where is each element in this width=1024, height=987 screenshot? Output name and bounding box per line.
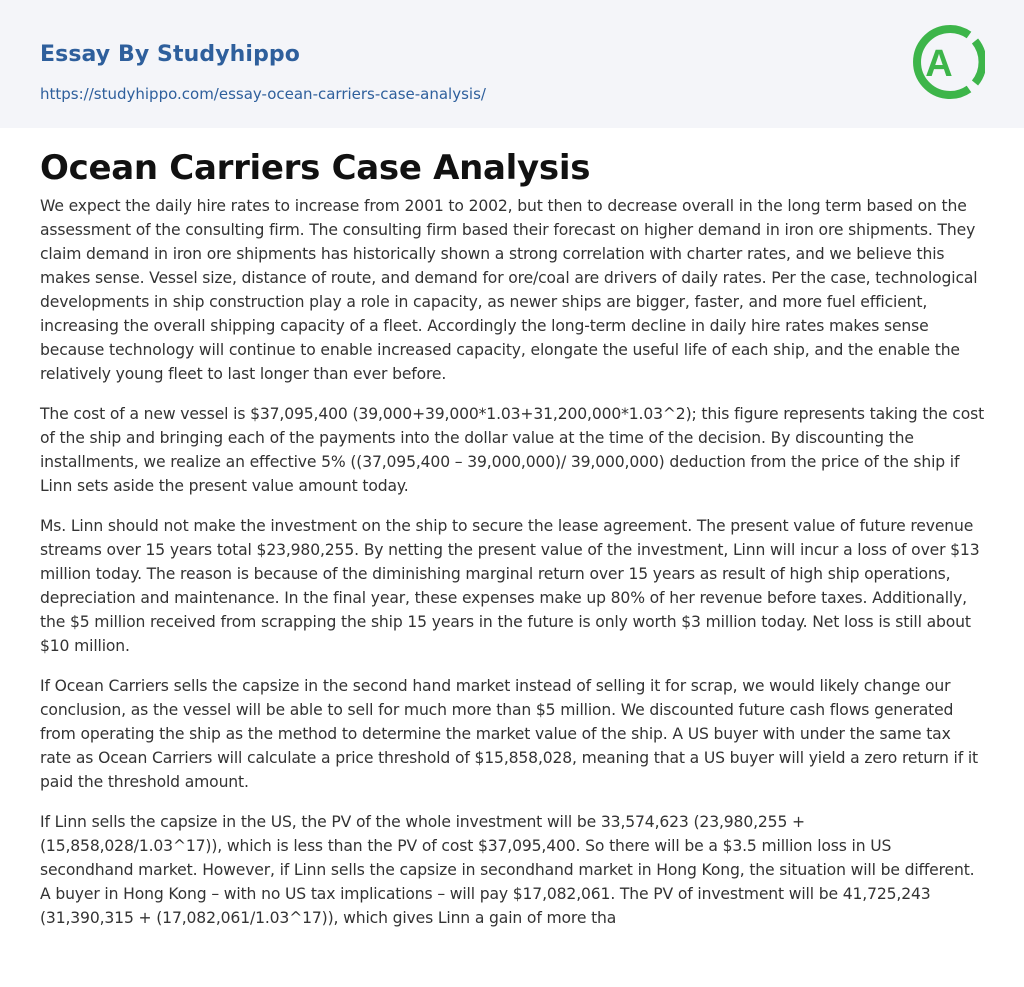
essay-paragraph: The cost of a new vessel is $37,095,400 (39,000+39,000*1.03+31,200,000*1.03^2); this figure represents taking the cost of the ship and bringing each of the payments into the dollar value at the time of the decision. By discounting the installments, we realize an effective 5% ((37,095,400 – 39,000,000)/ 39,000,000) deduction from the price of the ship if Linn sets aside the present value amount today. <box>40 405 985 495</box>
logo-letter: A <box>925 43 953 85</box>
essay-paragraph: If Linn sells the capsize in the US, the PV of the whole investment will be 33,574,623 (23,980,255 + (15,858,028/1.03^17)), which is less than the PV of cost $37,095,400. So there will be a $3.5 million loss in US secondhand market. However, if Linn sells the capsize in secondhand market in Hong Kong, the situation will be different. A buyer in Hong Kong – with no US tax implications – will pay $17,082,061. The PV of investment will be 41,725,243 (31,390,315 + (17,082,061/1.03^17)), which gives Linn a gain of more tha <box>40 813 975 927</box>
essay-paragraph: If Ocean Carriers sells the capsize in the second hand market instead of selling it for scrap, we would likely change our conclusion, as the vessel will be able to sell for much more than $5 million. We discounted future cash flows generated from operating the ship as the method to determine the market value of the ship. A US buyer with under the same tax rate as Ocean Carriers will calculate a price threshold of $15,858,028, meaning that a US buyer will yield a zero return if it paid the threshold amount. <box>40 677 979 791</box>
site-title[interactable]: Essay By Studyhippo <box>40 42 300 67</box>
page-url-link[interactable]: https://studyhippo.com/essay-ocean-carriers-case-analysis/ <box>40 85 486 103</box>
studyhippo-logo-icon[interactable] <box>911 19 985 105</box>
essay-paragraph: Ms. Linn should not make the investment on the ship to secure the lease agreement. The present value of future revenue streams over 15 years total $23,980,255. By netting the present value of the investment, Linn will incur a loss of over $13 million today. The reason is because of the diminishing marginal return over 15 years as result of high ship operations, depreciation and maintenance. In the final year, these expenses make up 80% of her revenue before taxes. Additionally, the $5 million received from scrapping the ship 15 years in the future is only worth $3 million today. Net loss is still about $10 million. <box>40 517 980 655</box>
page-title: Ocean Carriers Case Analysis <box>40 148 591 188</box>
site-header <box>0 0 1024 128</box>
essay-paragraph: We expect the daily hire rates to increase from 2001 to 2002, but then to decrease overall in the long term based on the assessment of the consulting firm. The consulting firm based their forecast on higher demand in iron ore shipments. They claim demand in iron ore shipments has historically shown a strong correlation with charter rates, and we believe this makes sense. Vessel size, distance of route, and demand for ore/coal are drivers of daily rates. Per the case, technological developments in ship construction play a role in capacity, as newer ships are bigger, faster, and more fuel efficient, increasing the overall shipping capacity of a fleet. Accordingly the long-term decline in daily hire rates makes sense because technology will continue to enable increased capacity, elongate the useful life of each ship, and the enable the relatively young fleet to last longer than ever before. <box>40 197 978 383</box>
essay-article <box>40 146 985 946</box>
